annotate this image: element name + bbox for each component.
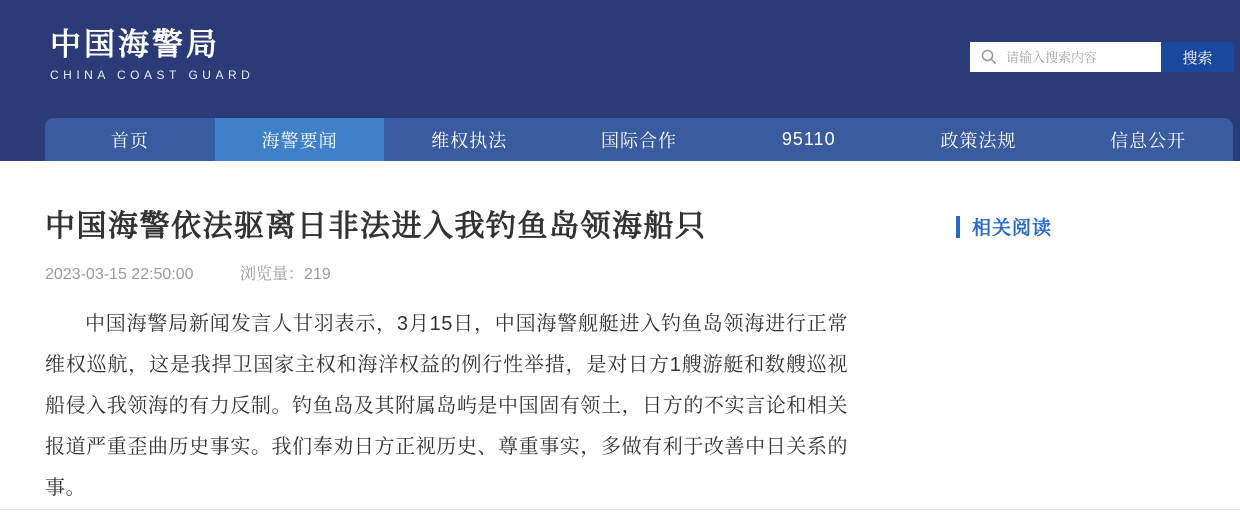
related-reading-header [956, 213, 1052, 240]
article-views-label: 浏览量： [240, 266, 305, 283]
article-date: 2023-03-15 22:50:00 [45, 266, 194, 283]
article-meta [45, 261, 331, 284]
nav-item-home[interactable]: 首页 [110, 130, 149, 151]
logo-title-en: CHINA COAST GUARD [50, 68, 255, 83]
site-header [0, 0, 1240, 161]
nav-item-international-cooperation[interactable]: 国际合作 [601, 130, 678, 151]
article-title: 中国海警依法驱离日非法进入我钓鱼岛领海船只 [45, 210, 707, 243]
nav-item-policies[interactable]: 政策法规 [940, 130, 1017, 151]
search-box [970, 42, 1161, 72]
related-reading-title: 相关阅读 [972, 218, 1053, 239]
nav-item-news[interactable]: 海警要闻 [215, 118, 385, 161]
main-nav [45, 118, 1233, 161]
logo-title-zh: 中国海警局 [50, 27, 220, 62]
nav-item-95110[interactable]: 95110 [781, 129, 836, 149]
article-views-count: 219 [304, 266, 331, 283]
site-logo[interactable] [50, 26, 254, 82]
article-body: 中国海警局新闻发言人甘羽表示，3月15日，中国海警舰艇进入钓鱼岛领海进行正常维权巡航，这是我捍卫国家主权和海洋权益的例行性举措，是对日方1艘游艇和数艘巡视船侵入我领海的有力反制。钓鱼岛及其附属岛屿是中国固有领土，日方的不实言论和相关报道严重歪曲历史事实。我们奉劝日方正视历史、尊重事实，多做有利于改善中日关系的事。 [45, 313, 848, 499]
article-views [240, 266, 331, 283]
nav-item-information-disclosure[interactable]: 信息公开 [1110, 130, 1187, 151]
nav-item-rights-enforcement[interactable]: 维权执法 [431, 130, 508, 151]
page-bottom-divider [0, 509, 1240, 510]
article-page [0, 161, 1240, 514]
search-input[interactable] [970, 42, 1161, 72]
related-accent-bar [956, 216, 960, 238]
search-button[interactable]: 搜索 [1161, 42, 1234, 72]
search-bar [970, 42, 1234, 72]
